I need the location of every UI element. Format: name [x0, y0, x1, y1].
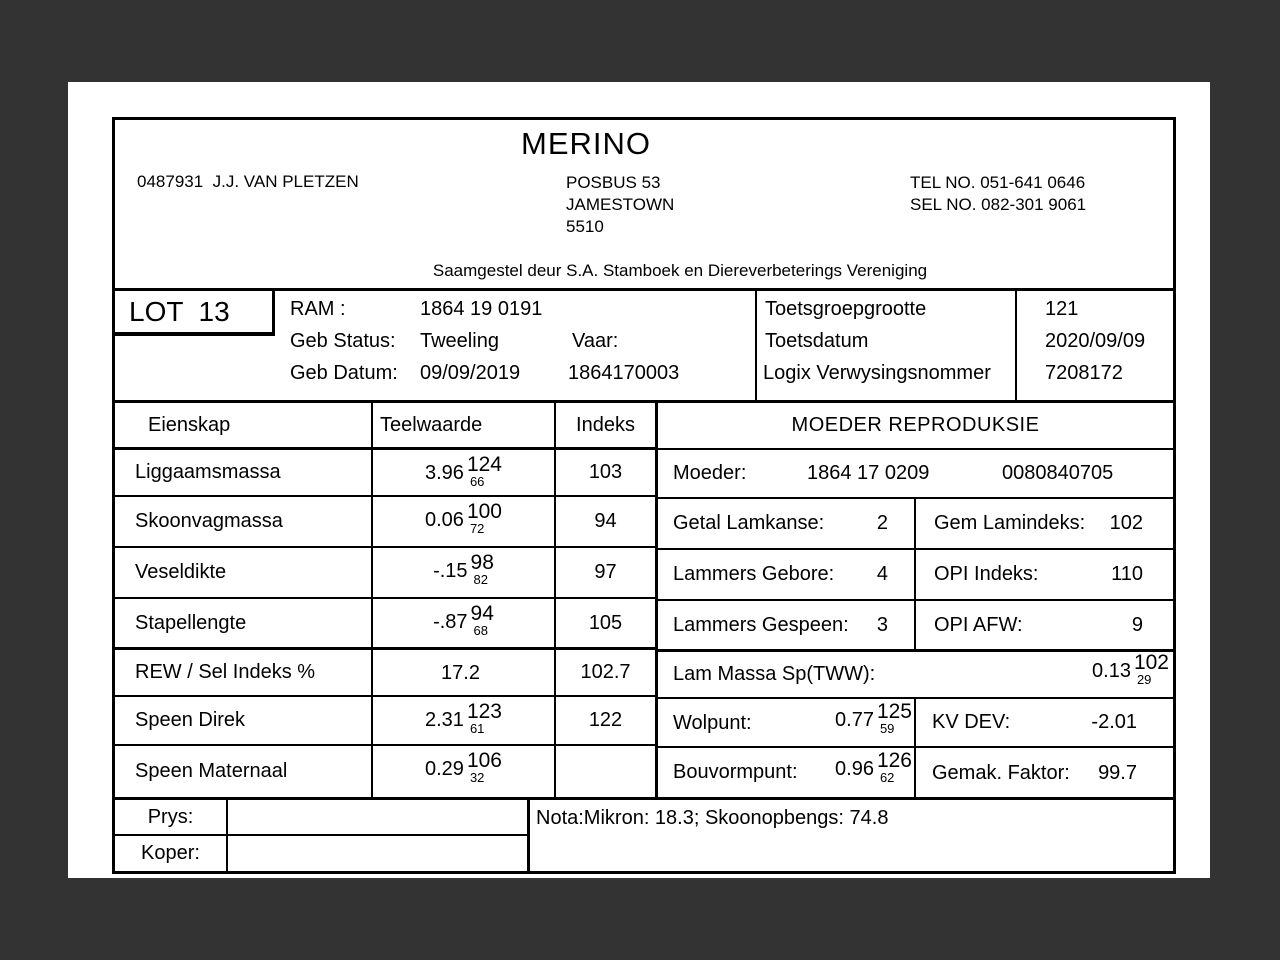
- bouvormpunt-row: [658, 748, 1173, 799]
- lot-info-section: [115, 288, 1173, 400]
- teelwaarde-value: -.15: [433, 560, 468, 582]
- index-superscript: 124: [466, 453, 502, 476]
- accuracy-stack: [877, 751, 912, 784]
- wolpunt-cell: [658, 699, 916, 746]
- trait-name: REW / Sel Indeks %: [115, 650, 373, 697]
- kv-dev-value: -2.01: [1091, 711, 1137, 733]
- wolpunt-label: Wolpunt:: [673, 712, 752, 734]
- wolpunt-row: [658, 699, 1173, 748]
- trait-name: Speen Direk: [115, 697, 373, 746]
- address-line: POSBUS 53: [566, 173, 661, 192]
- header-section: [115, 120, 1173, 288]
- geb-status-label: Geb Status:: [290, 330, 396, 352]
- accuracy-stack: [467, 751, 502, 784]
- trait-teelwaarde: [373, 746, 556, 797]
- teelwaarde-value: 3.96: [425, 462, 464, 484]
- moeder-row: [658, 450, 1173, 499]
- gem-lamindeks-label: Gem Lamindeks:: [934, 512, 1086, 534]
- gemak-faktor-cell: [916, 748, 1173, 799]
- index-superscript: 102: [1133, 651, 1169, 674]
- trait-name: Speen Maternaal: [115, 746, 373, 797]
- logix-value: 7208172: [1045, 362, 1123, 384]
- lam-massa-value-group: [1092, 653, 1169, 686]
- index-superscript: 126: [876, 749, 912, 772]
- ram-label: RAM :: [290, 298, 346, 320]
- trait-teelwaarde: [373, 697, 556, 746]
- wolpunt-value: 0.77: [835, 709, 874, 731]
- price-buyer-block: [115, 800, 530, 871]
- trait-name: Skoonvagmassa: [115, 497, 373, 548]
- moeder-id: 1864 17 0209: [807, 462, 930, 484]
- accuracy-subscript: 62: [879, 770, 895, 785]
- lam-massa-value: 0.13: [1092, 660, 1131, 682]
- geb-datum-line: [115, 358, 1173, 388]
- nota-line: Nota:Mikron: 18.3; Skoonopbengs: 74.8: [536, 807, 889, 829]
- trait-teelwaarde: [373, 599, 556, 650]
- compiled-by-line: Saamgestel deur S.A. Stamboek en Diereverbeterings Vereniging: [432, 261, 928, 280]
- kv-dev-cell: [916, 699, 1173, 746]
- kv-dev-label: KV DEV:: [932, 711, 1011, 733]
- accuracy-stack: [471, 553, 494, 586]
- column-header-indeks: Indeks: [556, 403, 655, 450]
- getal-lamkanse-cell: [658, 499, 916, 548]
- accuracy-subscript: 72: [469, 521, 485, 536]
- trait-indeks: [556, 746, 655, 797]
- accuracy-subscript: 32: [469, 770, 485, 785]
- trait-indeks: 105: [556, 599, 655, 650]
- lammers-gespeen-cell: [658, 601, 916, 649]
- accuracy-stack: [467, 702, 502, 735]
- index-superscript: 106: [466, 749, 502, 772]
- trait-teelwaarde: [373, 450, 556, 497]
- trait-name: Stapellengte: [115, 599, 373, 650]
- trait-indeks: 122: [556, 697, 655, 746]
- opi-afw-label: OPI AFW:: [934, 613, 1023, 636]
- trait-indeks: 97: [556, 548, 655, 599]
- lammers-gespeen-label: Lammers Gespeen:: [673, 613, 849, 636]
- accuracy-subscript: 61: [469, 721, 485, 736]
- toetsdatum-value: 2020/09/09: [1045, 330, 1146, 352]
- gespeen-row: [658, 601, 1173, 652]
- gemak-faktor-label: Gemak. Faktor:: [932, 762, 1070, 784]
- opi-indeks-cell: [916, 550, 1173, 599]
- opi-afw-cell: [916, 601, 1173, 649]
- lammers-gebore-cell: [658, 550, 916, 599]
- lammers-gebore-label: Lammers Gebore:: [673, 563, 835, 585]
- accuracy-subscript: 82: [473, 572, 489, 587]
- koper-label: Koper:: [115, 836, 228, 871]
- geb-datum-value: 09/09/2019: [420, 362, 521, 384]
- gem-lamindeks-cell: [916, 499, 1173, 548]
- gebore-row: [658, 550, 1173, 601]
- logix-label: Logix Verwysingsnommer: [763, 362, 991, 384]
- moeder-panel-title: MOEDER REPRODUKSIE: [658, 403, 1173, 450]
- index-superscript: 123: [466, 700, 502, 723]
- accuracy-subscript: 29: [1136, 672, 1152, 687]
- teelwaarde-value: -.87: [433, 611, 468, 633]
- wolpunt-value-group: [835, 699, 914, 735]
- trait-teelwaarde: [373, 497, 556, 548]
- ram-line: [115, 294, 1173, 324]
- sel-line: SEL NO. 082-301 9061: [910, 195, 1087, 214]
- accuracy-subscript: 68: [473, 623, 489, 638]
- prys-row: [115, 800, 527, 836]
- moeder-id2: 0080840705: [1002, 462, 1114, 484]
- trait-name: Veseldikte: [115, 548, 373, 599]
- accuracy-subscript: 66: [469, 474, 485, 489]
- toetsdatum-label: Toetsdatum: [765, 330, 869, 352]
- accuracy-stack: [1134, 653, 1169, 686]
- contact-block: [910, 172, 1086, 216]
- opi-indeks-label: OPI Indeks:: [934, 563, 1039, 585]
- address-line: 5510: [566, 217, 604, 236]
- accuracy-stack: [877, 702, 912, 735]
- page-title: MERINO: [521, 126, 651, 161]
- bouvormpunt-value-group: [835, 748, 914, 784]
- prys-value-field: [228, 800, 527, 834]
- accuracy-stack: [471, 604, 494, 637]
- koper-row: [115, 836, 527, 871]
- tel-line: TEL NO. 051-641 0646: [910, 173, 1086, 192]
- getal-lamkanse-value: 2: [876, 512, 888, 534]
- trait-indeks: 94: [556, 497, 655, 548]
- teelwaarde-value: 2.31: [425, 709, 464, 731]
- ram-value: 1864 19 0191: [420, 298, 543, 320]
- moeder-reproduksie-panel: [658, 403, 1173, 797]
- toetsgroepgrootte-value: 121: [1045, 298, 1079, 320]
- geb-datum-label: Geb Datum:: [290, 362, 398, 384]
- footer-section: [115, 797, 1173, 871]
- bouvormpunt-label: Bouvormpunt:: [673, 761, 798, 783]
- index-superscript: 100: [466, 500, 502, 523]
- prys-label: Prys:: [115, 800, 228, 834]
- address-line: JAMESTOWN: [566, 195, 675, 214]
- index-superscript: 125: [876, 700, 912, 723]
- geb-status-value: Tweeling: [420, 330, 499, 352]
- getal-lamkanse-label: Getal Lamkanse:: [673, 512, 825, 534]
- vaar-value: 1864170003: [568, 362, 680, 384]
- koper-value-field: [228, 836, 527, 871]
- gem-lamindeks-value: 102: [1109, 512, 1143, 534]
- bouvormpunt-value: 0.96: [835, 758, 874, 780]
- trait-indeks: 103: [556, 450, 655, 497]
- opi-afw-value: 9: [1131, 613, 1143, 636]
- trait-indeks: 102.7: [556, 650, 655, 697]
- trait-name: Liggaamsmassa: [115, 450, 373, 497]
- teelwaarde-value: 0.29: [425, 758, 464, 780]
- merino-lot-form: [112, 117, 1176, 874]
- accuracy-stack: [467, 455, 502, 488]
- index-superscript: 98: [470, 551, 494, 574]
- column-header-eienskap: Eienskap: [115, 403, 373, 450]
- teelwaarde-value: 0.06: [425, 509, 464, 531]
- column-header-teelwaarde: Teelwaarde: [373, 403, 556, 450]
- traits-table: [115, 403, 658, 797]
- trait-teelwaarde: [373, 548, 556, 599]
- index-superscript: 94: [470, 602, 494, 625]
- accuracy-stack: [467, 502, 502, 535]
- teelwaarde-value: 17.2: [441, 662, 480, 684]
- lamkanse-row: [658, 499, 1173, 550]
- body-section: [115, 400, 1173, 797]
- moeder-label: Moeder:: [673, 462, 747, 484]
- lammers-gespeen-value: 3: [876, 613, 888, 636]
- lot-number-box: LOT 13: [115, 291, 275, 336]
- geb-status-line: [115, 326, 1173, 356]
- gemak-faktor-value: 99.7: [1098, 762, 1137, 784]
- trait-teelwaarde: [373, 650, 556, 697]
- address-block: [566, 172, 674, 238]
- breeder-line: 0487931 J.J. VAN PLETZEN: [137, 172, 359, 191]
- toetsgroepgrootte-label: Toetsgroepgrootte: [765, 298, 927, 320]
- vaar-label: Vaar:: [572, 330, 619, 352]
- accuracy-subscript: 59: [879, 721, 895, 736]
- bouvormpunt-cell: [658, 748, 916, 799]
- lam-massa-label: Lam Massa Sp(TWW):: [673, 663, 876, 685]
- lam-massa-row: [658, 652, 1173, 699]
- lammers-gebore-value: 4: [876, 563, 888, 585]
- document-page: [68, 82, 1210, 878]
- opi-indeks-value: 110: [1111, 563, 1143, 585]
